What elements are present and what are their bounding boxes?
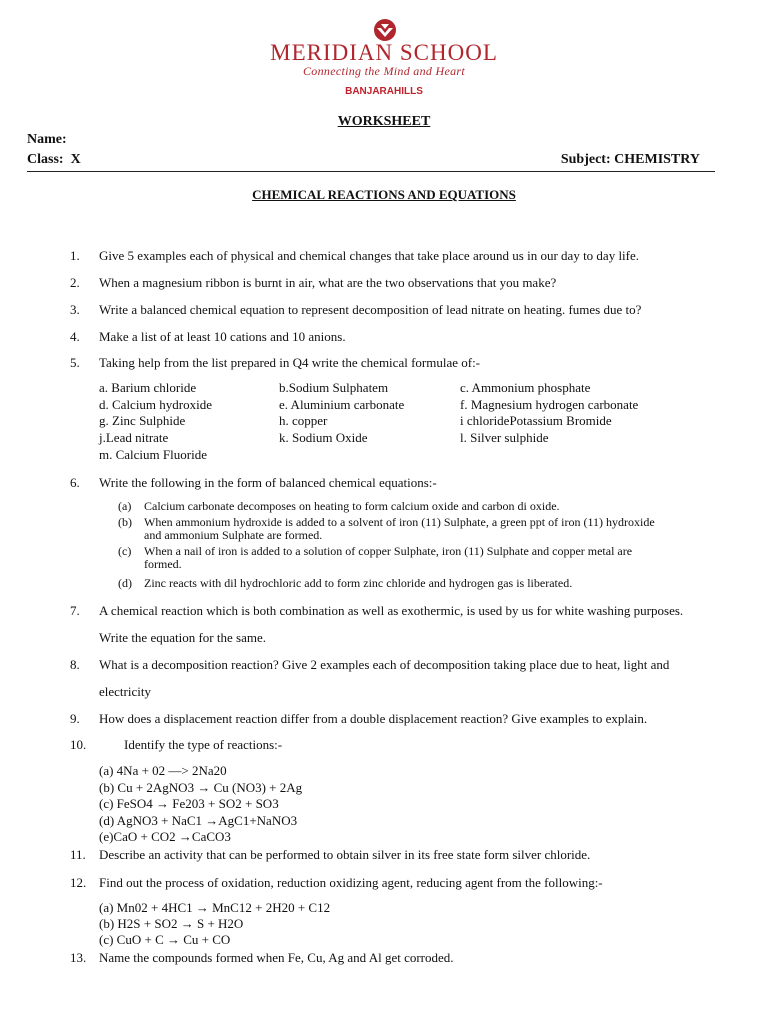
q5-item-b: b.Sodium Sulphatem [279, 380, 389, 395]
q12-item-c: (c) CuO + C → Cu + CO [99, 932, 231, 947]
subject-label: Subject: [560, 152, 611, 167]
question-number: 5. [70, 355, 80, 370]
question-text: Write the following in the form of balanced chemical equations:- [99, 475, 437, 490]
item-text-continued: formed. [144, 557, 182, 571]
question-text: Give 5 examples each of physical and chemical changes that take place around us in our day to day life. [99, 248, 640, 263]
question-number: 7. [70, 603, 80, 618]
question-1 [70, 248, 639, 264]
question-text: A chemical reaction which is both combination as well as exothermic, is used by us for white washing purposes. [99, 603, 684, 618]
subject-row [561, 152, 700, 168]
q5-item-c: c. Ammonium phosphate [460, 380, 591, 395]
question-text: Identify the type of reactions:- [124, 737, 283, 752]
q10-item-c: (c) FeSO4 → Fe203 + SO2 + SO3 [99, 796, 279, 811]
question-number: 4. [70, 329, 80, 344]
q12-item-a: (a) Mn02 + 4HC1 → MnC12 + 2H20 + C12 [99, 900, 331, 915]
question-13 [70, 950, 454, 966]
question-6 [70, 475, 437, 491]
worksheet-title: WORKSHEET [337, 114, 431, 129]
q5-item-h: h. copper [279, 413, 328, 428]
question-number: 8. [70, 657, 80, 672]
question-text: Describe an activity that can be performed to obtain silver in its free state form silver chloride. [99, 847, 591, 862]
question-7-continued: Write the equation for the same. [99, 630, 266, 645]
item-text-continued: and ammonium Sulphate are formed. [144, 528, 323, 542]
q5-item-f: f. Magnesium hydrogen carbonate [460, 397, 639, 412]
question-text: How does a displacement reaction differ from a double displacement reaction? Give examples to explain. [99, 711, 648, 726]
question-10 [70, 737, 282, 753]
class-value: X [70, 152, 81, 167]
q6-item-d [118, 577, 572, 590]
item-text: Zinc reacts with dil hydrochloric add to form zinc chloride and hydrogen gas is liberated. [144, 576, 573, 590]
question-number: 10. [70, 737, 87, 752]
name-label: Name: [27, 132, 67, 147]
class-label: Class: [27, 152, 64, 167]
q5-item-e: e. Aluminium carbonate [279, 397, 405, 412]
q5-item-d: d. Calcium hydroxide [99, 397, 213, 412]
question-text: Find out the process of oxidation, reduction oxidizing agent, reducing agent from the following:- [99, 875, 603, 890]
question-9 [70, 711, 647, 727]
question-number: 3. [70, 302, 80, 317]
question-number: 9. [70, 711, 80, 726]
question-text: Taking help from the list prepared in Q4 write the chemical formulae of:- [99, 355, 481, 370]
question-2 [70, 275, 556, 291]
question-number: 1. [70, 248, 80, 263]
school-name: MERIDIAN SCHOOL [270, 40, 498, 65]
question-text: What is a decomposition reaction? Give 2 examples each of decomposition taking place due to heat, light and [99, 657, 670, 672]
item-label: (b) [118, 515, 132, 529]
question-7 [70, 603, 683, 619]
school-tagline: Connecting the Mind and Heart [302, 64, 465, 78]
q5-item-k: k. Sodium Oxide [279, 430, 368, 445]
question-11 [70, 847, 590, 863]
q5-item-j: j.Lead nitrate [99, 430, 169, 445]
question-text: Write a balanced chemical equation to represent decomposition of lead nitrate on heating. fumes due to? [99, 302, 642, 317]
q10-item-d: (d) AgNO3 + NaC1 →AgC1+NaNO3 [99, 813, 298, 828]
question-number: 12. [70, 875, 87, 890]
q10-item-e: (e)CaO + CO2 →CaCO3 [99, 829, 231, 844]
question-8-continued: electricity [99, 684, 151, 699]
q6-item-b [118, 515, 655, 542]
q10-item-b: (b) Cu + 2AgNO3 → Cu (NO3) + 2Ag [99, 780, 303, 795]
question-3 [70, 302, 641, 318]
question-number: 11. [70, 847, 86, 862]
item-label: (d) [118, 576, 132, 590]
q5-item-g: g. Zinc Sulphide [99, 413, 186, 428]
q12-item-b: (b) H2S + SO2 → S + H2O [99, 916, 244, 931]
question-12 [70, 875, 603, 891]
item-text: When a nail of iron is added to a solution of copper Sulphate, iron (11) Sulphate and copper metal are [144, 544, 633, 558]
subject-value: CHEMISTRY [614, 152, 700, 167]
item-text: When ammonium hydroxide is added to a solvent of iron (11) Sulphate, a green ppt of iron (11) hydroxide [144, 515, 655, 529]
header-divider [27, 171, 715, 172]
q10-item-a: (a) 4Na + 02 —> 2Na20 [99, 763, 227, 778]
q6-item-c [118, 544, 633, 571]
class-row [27, 152, 81, 168]
item-label: (c) [118, 544, 132, 558]
q5-item-i: i chloridePotassium Bromide [460, 413, 612, 428]
branch-name: BANJARAHILLS [345, 86, 423, 97]
question-5 [70, 355, 480, 371]
question-4 [70, 329, 346, 345]
item-text: Calcium carbonate decomposes on heating to form calcium oxide and carbon di oxide. [144, 499, 560, 513]
question-number: 13. [70, 950, 87, 965]
question-text: When a magnesium ribbon is burnt in air, what are the two observations that you make? [99, 275, 557, 290]
question-number: 6. [70, 475, 80, 490]
question-number: 2. [70, 275, 80, 290]
topic-title: CHEMICAL REACTIONS AND EQUATIONS [252, 187, 516, 202]
item-label: (a) [118, 499, 132, 513]
question-8 [70, 657, 669, 673]
question-text: Name the compounds formed when Fe, Cu, Ag and Al get corroded. [99, 950, 454, 965]
q5-item-a: a. Barium chloride [99, 380, 197, 395]
q6-item-a [118, 500, 560, 513]
q5-item-l: l. Silver sulphide [460, 430, 549, 445]
q5-item-m: m. Calcium Fluoride [99, 447, 207, 462]
question-text: Make a list of at least 10 cations and 10 anions. [99, 329, 346, 344]
